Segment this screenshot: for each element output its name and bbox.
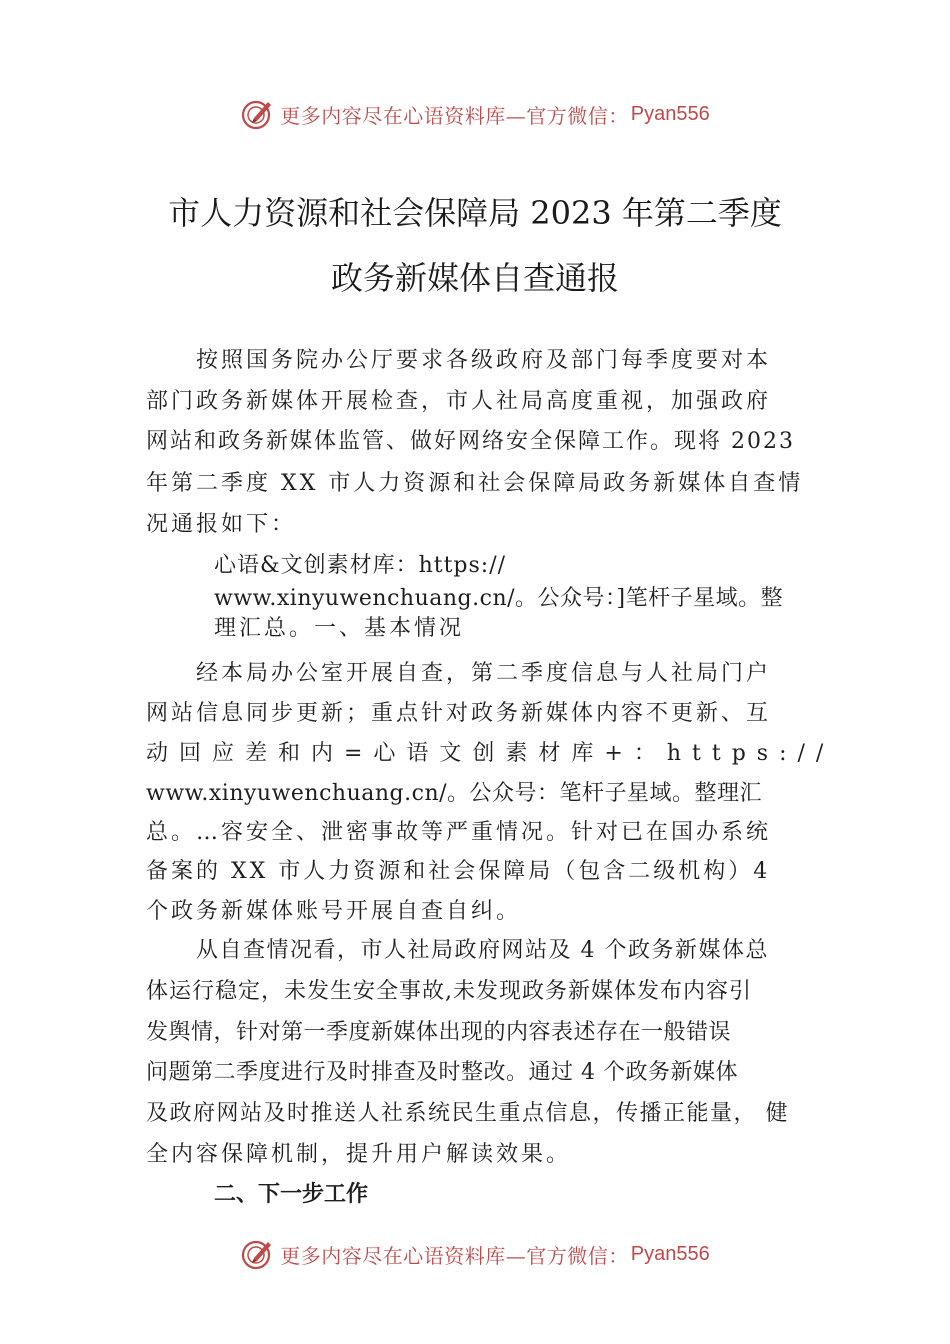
paragraph-line: 问题第二季度进行及时排查及时整改。通过 4 个政务新媒体	[146, 1060, 738, 1085]
inserted-source-line: www.xinyuwenchuang.cn/。公众号：]笔杆子星域。整	[214, 586, 784, 611]
banner-text: 更多内容尽在心语资料库—官方微信：	[280, 1243, 629, 1268]
pen-seal-logo-icon	[240, 1236, 276, 1272]
paragraph-line: 从自查情况看，市人社局政府网站及 4 个政务新媒体总	[196, 938, 769, 963]
paragraph-line: 网站信息同步更新；重点针对政务新媒体内容不更新、互	[146, 701, 772, 726]
paragraph-line: 部门政务新媒体开展检查，市人社局高度重视，加强政府	[146, 389, 772, 414]
banner-wechat-id: Pyan556	[630, 102, 710, 125]
header-watermark-banner	[0, 92, 950, 136]
paragraph-line: 总。…容安全、泄密事故等严重情况。针对已在国办系统	[146, 820, 772, 845]
inserted-source-line: 心语&文创素材库：https://	[214, 553, 507, 578]
paragraph-line: 备案的 XX 市人力资源和社会保障局（包含二级机构）4	[146, 859, 771, 884]
footer-watermark-banner	[0, 1232, 950, 1276]
paragraph-line: 动回应差和内=心语文创素材库+：https://	[146, 741, 835, 766]
paragraph-line: 发舆情，针对第一季度新媒体出现的内容表述存在一般错误	[146, 1020, 732, 1045]
banner-wechat-id: Pyan556	[630, 1242, 710, 1265]
paragraph-line: 体运行稳定，未发生安全事故,未发现政务新媒体发布内容引	[146, 979, 752, 1004]
section-heading-basic: 理汇总。一、基本情况	[214, 616, 465, 641]
paragraph-line: 况通报如下：	[146, 512, 297, 537]
paragraph-line: 按照国务院办公厅要求各级政府及部门每季度要对本	[196, 348, 772, 373]
paragraph-line: 及政府网站及时推送人社系统民生重点信息，传播正能量， 健	[146, 1101, 789, 1126]
paragraph-line: www.xinyuwenchuang.cn/。公众号：笔杆子星域。整理汇	[146, 781, 763, 806]
document-title-line-1: 市人力资源和社会保障局 2023 年第二季度	[168, 194, 782, 232]
section-heading-next-steps: 二、下一步工作	[214, 1182, 369, 1207]
paragraph-line: 年第二季度 XX 市人力资源和社会保障局政务新媒体自查情	[146, 471, 804, 496]
banner-text: 更多内容尽在心语资料库—官方微信：	[280, 103, 629, 128]
pen-seal-logo-icon	[240, 96, 276, 132]
document-title-line-2: 政务新媒体自查通报	[330, 259, 619, 297]
paragraph-line: 经本局办公室开展自查，第二季度信息与人社局门户	[196, 661, 772, 686]
paragraph-line: 个政务新媒体账号开展自查自纠。	[146, 899, 522, 924]
paragraph-line: 网站和政务新媒体监管、做好网络安全保障工作。现将 2023	[146, 429, 795, 454]
paragraph-line: 全内容保障机制，提升用户解读效果。	[146, 1142, 572, 1167]
